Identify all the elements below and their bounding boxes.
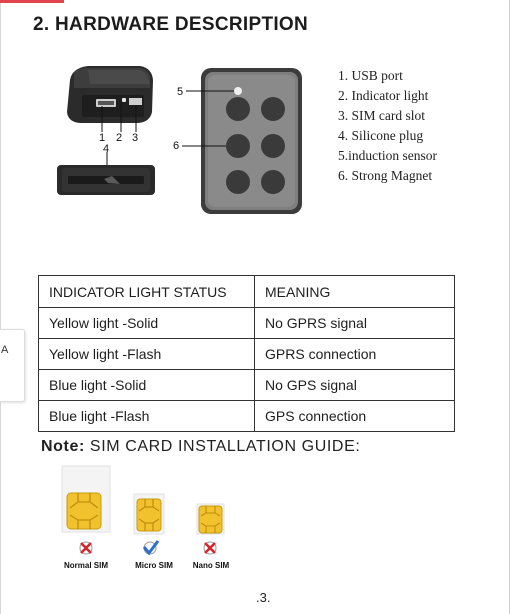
status-cell: Blue light -Solid xyxy=(39,370,255,401)
legend-item: 1. USB port xyxy=(338,68,403,83)
magnet-icon xyxy=(226,134,250,158)
column-header-status: INDICATOR LIGHT STATUS xyxy=(39,276,255,308)
tracker-side-view xyxy=(67,66,153,123)
indicator-status-table xyxy=(38,275,455,432)
legend-item: 5.induction sensor xyxy=(338,148,437,163)
meaning-cell: GPS connection xyxy=(255,401,455,432)
cross-icon xyxy=(80,542,92,554)
tracker-back-view xyxy=(201,68,302,214)
nano-sim-card-icon xyxy=(197,504,224,534)
check-icon xyxy=(144,541,158,554)
parts-legend xyxy=(338,66,437,186)
table-header-row xyxy=(39,276,455,308)
legend-item: 6. Strong Magnet xyxy=(338,168,433,183)
sim-guide-heading xyxy=(41,438,360,456)
meaning-cell: GPRS connection xyxy=(255,339,455,370)
status-cell: Yellow light -Flash xyxy=(39,339,255,370)
section-title: 2. HARDWARE DESCRIPTION xyxy=(33,14,309,35)
sim-label-nano: Nano SIM xyxy=(192,561,230,570)
indicator-light-icon xyxy=(122,98,126,102)
normal-sim-card-icon xyxy=(62,466,110,532)
callout-3: 3 xyxy=(132,132,139,144)
page-number: .3. xyxy=(256,590,271,605)
column-header-meaning: MEANING xyxy=(255,276,455,308)
callout-5: 5 xyxy=(177,86,184,98)
callout-2: 2 xyxy=(116,132,123,144)
note-text: SIM CARD INSTALLATION GUIDE: xyxy=(84,438,361,455)
micro-sim-card-icon xyxy=(134,494,164,534)
sim-slot-icon xyxy=(129,98,142,105)
induction-sensor-icon xyxy=(234,87,242,95)
magnet-icon xyxy=(261,134,285,158)
meaning-cell: No GPS signal xyxy=(255,370,455,401)
side-tab-letter: A xyxy=(1,344,9,356)
note-label: Note: xyxy=(41,438,85,455)
cross-icon xyxy=(204,542,216,554)
side-tab[interactable] xyxy=(0,329,25,402)
legend-item: 2. Indicator light xyxy=(338,88,429,103)
table-row xyxy=(39,308,455,339)
legend-item: 4. Silicone plug xyxy=(338,128,424,143)
tracker-plug-view xyxy=(57,165,155,195)
magnet-icon xyxy=(261,170,285,194)
sim-label-normal: Normal SIM xyxy=(63,561,108,570)
callout-1: 1 xyxy=(99,132,106,144)
magnet-icon xyxy=(226,170,250,194)
table-row xyxy=(39,370,455,401)
table-row xyxy=(39,401,455,432)
status-cell: Blue light -Flash xyxy=(39,401,255,432)
magnet-icon xyxy=(226,97,250,121)
table-row xyxy=(39,339,455,370)
callout-6: 6 xyxy=(173,140,180,152)
status-cell: Yellow light -Solid xyxy=(39,308,255,339)
sim-label-micro: Micro SIM xyxy=(135,561,173,570)
magnet-icon xyxy=(261,97,285,121)
callout-4: 4 xyxy=(103,143,110,155)
meaning-cell: No GPRS signal xyxy=(255,308,455,339)
legend-item: 3. SIM card slot xyxy=(338,108,425,123)
